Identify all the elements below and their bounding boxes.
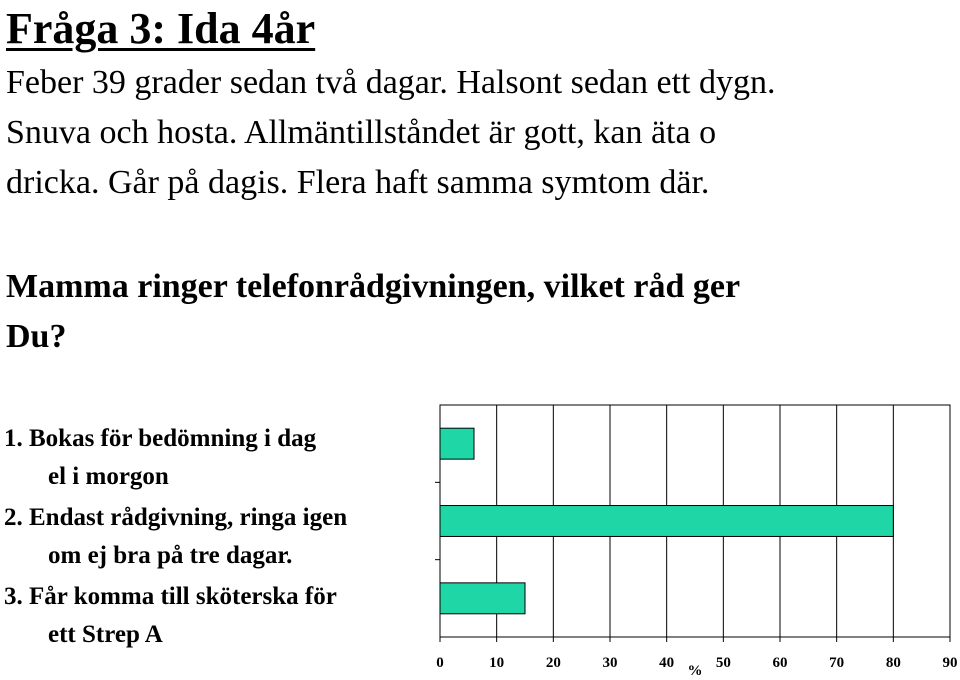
question-line: Du? [6, 318, 67, 355]
option-text-line2: om ej bra på tre dagar. [48, 542, 293, 569]
option-text-line1: Endast rådgivning, ringa igen [29, 504, 348, 531]
slide-title: Fråga 3: Ida 4år [6, 4, 316, 53]
x-tick-label: 10 [489, 655, 505, 671]
option-number: 1. [4, 425, 23, 452]
option-text-line1: Bokas för bedömning i dag [29, 425, 317, 452]
bar-option-1 [440, 428, 474, 459]
answer-option-1 [4, 420, 424, 496]
question-line: Mamma ringer telefonrådgivningen, vilket råd ger [6, 268, 741, 305]
x-tick-label: 50 [715, 655, 731, 671]
x-tick-label: 0 [436, 655, 444, 671]
answer-option-2 [4, 499, 424, 575]
answer-option-3 [4, 578, 424, 654]
case-line: dricka. Går på dagis. Flera haft samma symtom där. [6, 164, 710, 201]
answer-distribution-chart [420, 395, 960, 680]
x-tick-label: 60 [772, 655, 788, 671]
case-line: Feber 39 grader sedan två dagar. Halsont sedan ett dygn. [6, 64, 776, 101]
bar-option-3 [440, 583, 525, 614]
question-text [6, 262, 936, 362]
x-tick-label: 90 [942, 655, 958, 671]
option-text-line2: ett Strep A [48, 621, 163, 648]
x-tick-label: 70 [829, 655, 845, 671]
x-tick-label: 20 [545, 655, 561, 671]
x-tick-label: 80 [885, 655, 901, 671]
x-axis-label: % [687, 663, 703, 679]
option-text-line1: Får komma till sköterska för [29, 583, 337, 610]
x-tick-label: 30 [602, 655, 618, 671]
option-number: 3. [4, 583, 23, 610]
case-line: Snuva och hosta. Allmäntillståndet är gott, kan äta o [6, 114, 717, 151]
option-number: 2. [4, 504, 23, 531]
answer-options [4, 420, 424, 657]
case-description [6, 58, 946, 208]
bar-option-2 [440, 506, 893, 537]
option-text-line2: el i morgon [48, 463, 169, 490]
x-tick-label: 40 [659, 655, 675, 671]
